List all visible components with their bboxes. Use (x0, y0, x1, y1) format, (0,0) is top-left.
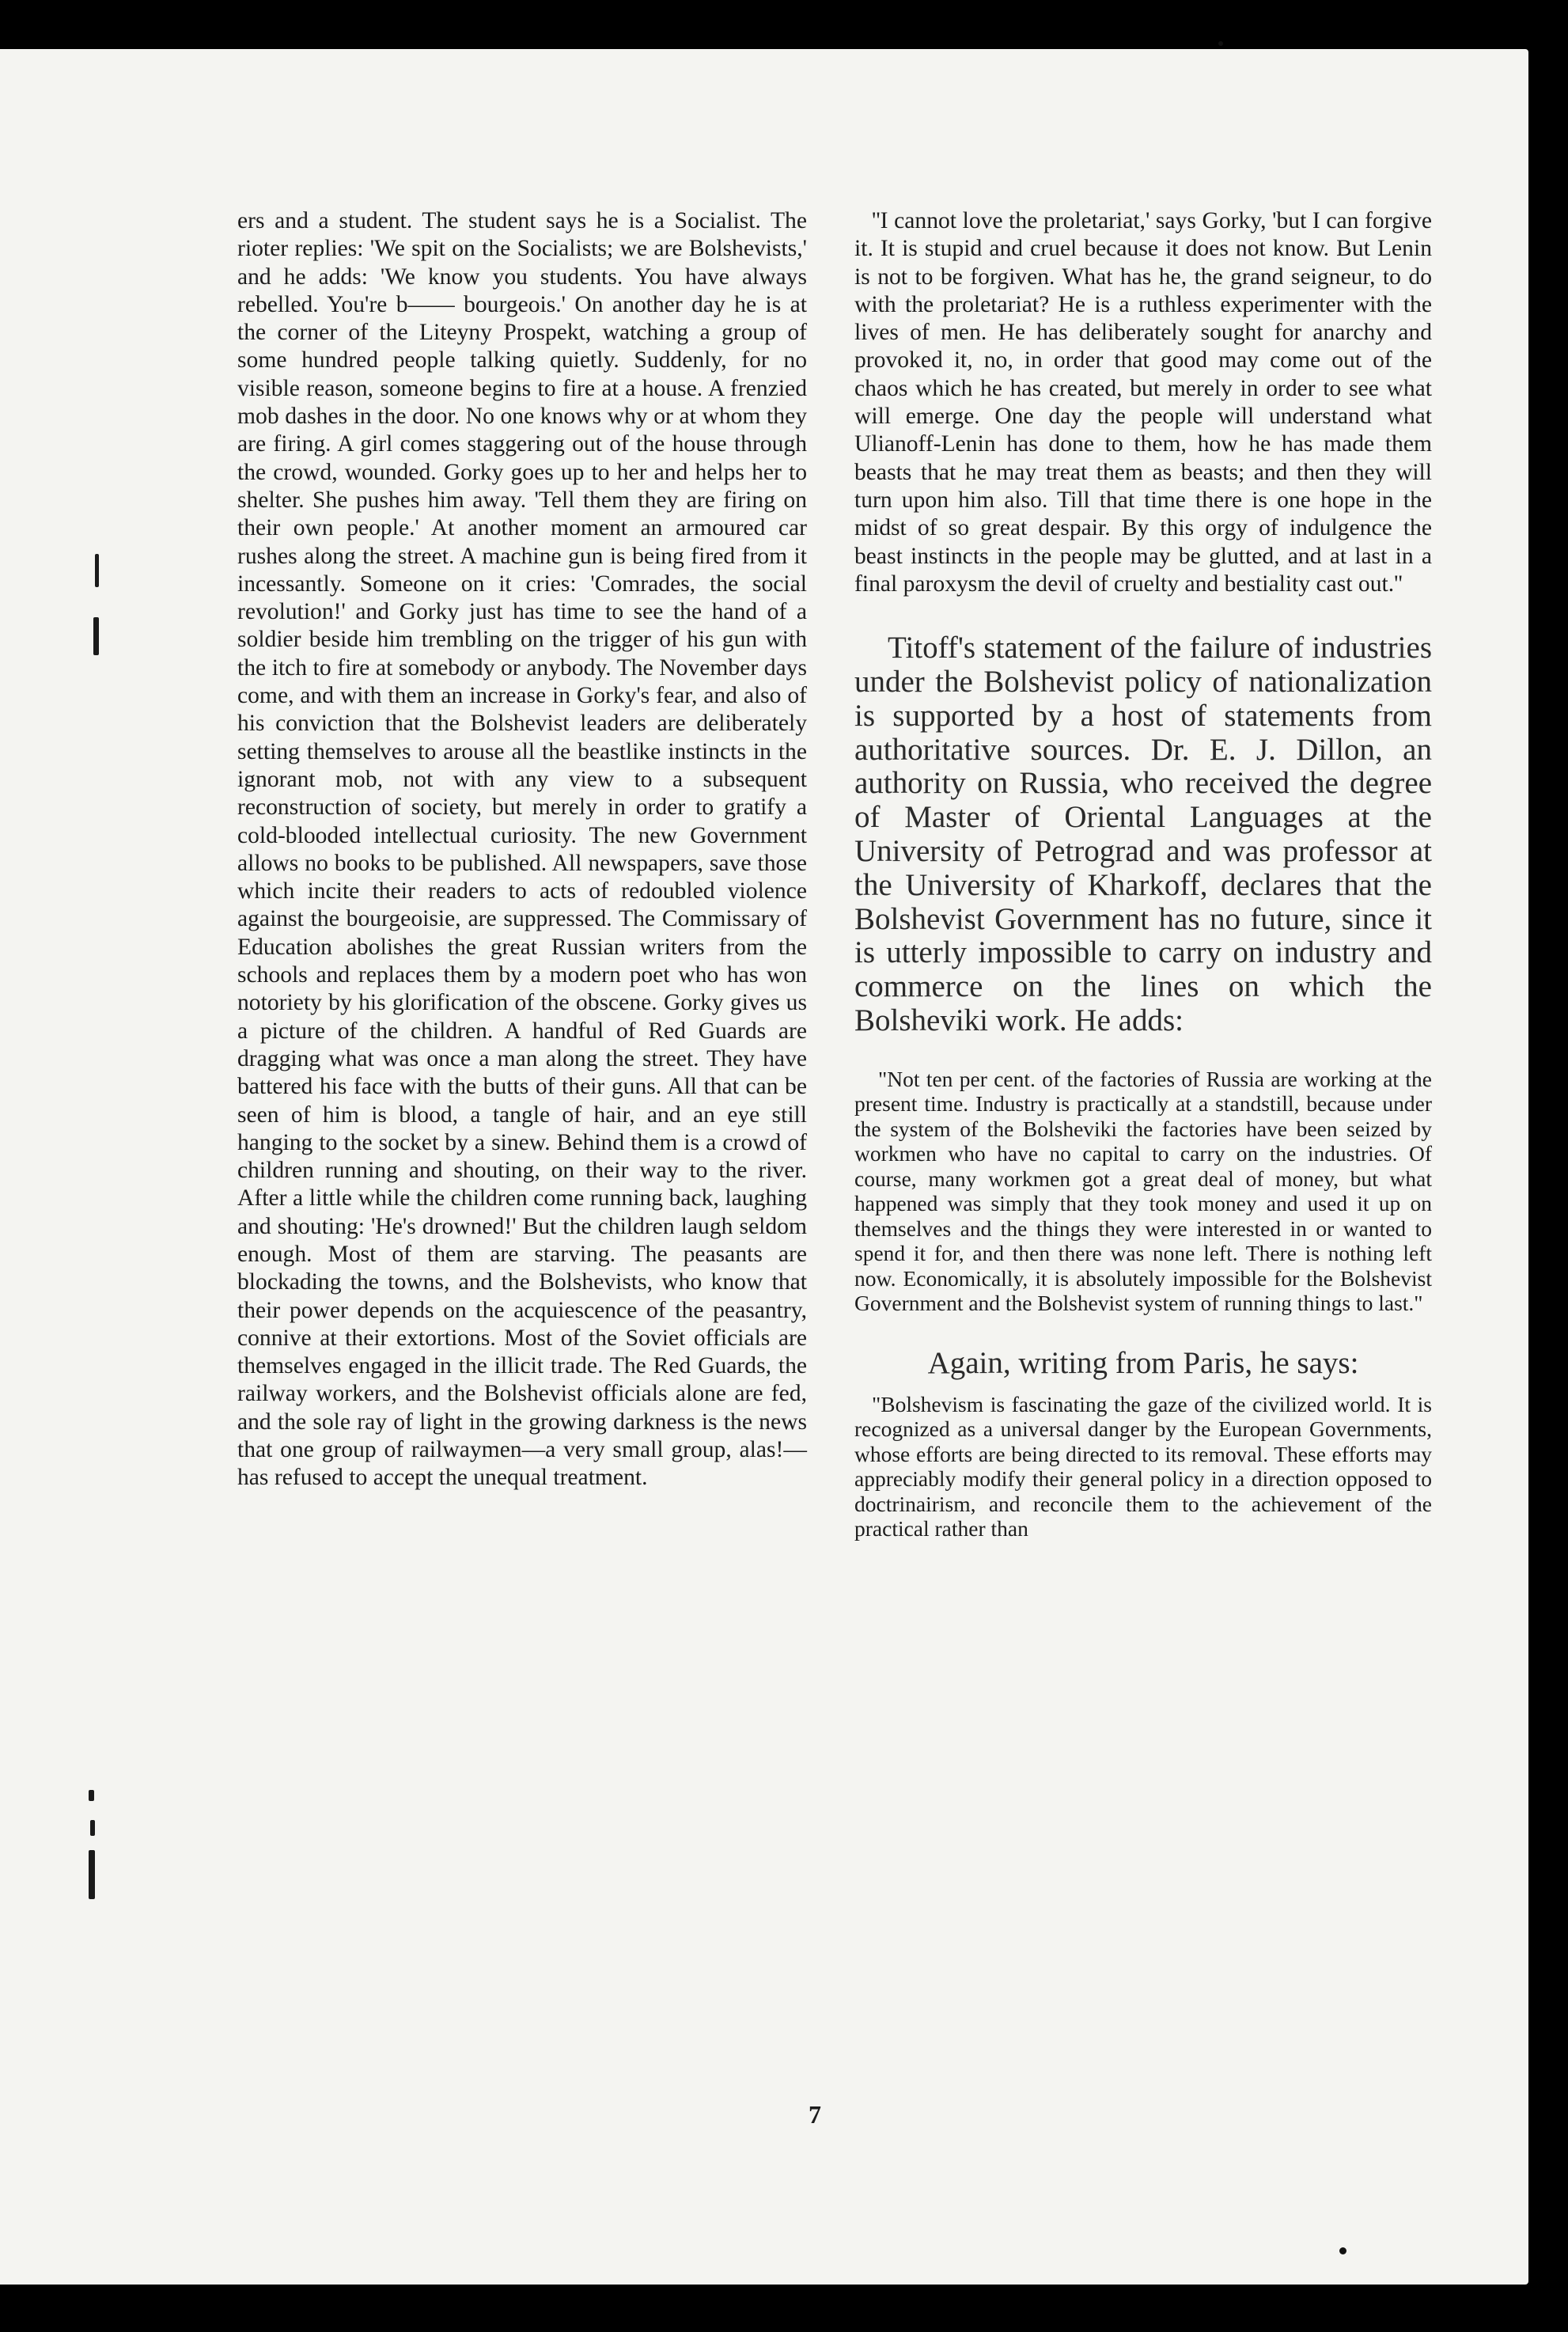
binding-mark-lower-2 (90, 1820, 95, 1836)
left-column (237, 207, 807, 1492)
binding-mark-upper-1 (95, 554, 99, 587)
titoff-paragraph: Titoff's statement of the failure of industries under the Bolshevist policy of nationalization is supported by a host of statements from authoritative sources. Dr. E. J. Dillon, an authority on Russia, who received the degree of Master of Oriental Languages at the University of Petrograd and was professor at the University of Kharkoff, declares that the Bolshevist Government has no future, since it is utterly impossible to carry on industry and commerce on the lines on which the Bolsheviki work. He adds: (854, 631, 1432, 1037)
speck-top (1218, 41, 1223, 46)
dillon-quote-factories: "Not ten per cent. of the factories of Russia are working at the present time. Industry is practically at a standstill, because under the system of the Bolsheviki the factories have been seized by workmen who have no capital to carry on the industries. Of course, many workmen got a great deal of money, but what happened was simply that they took money and used it up on themselves and the things they were interested in or wanted to spend it for, and then there was none left. There is nothing left now. Economically, it is absolutely impossible for the Bolshevist Government and the Bolshevist system of running things to last." (854, 1066, 1432, 1316)
left-column-text: ers and a student. The student says he is a Socialist. The rioter replies: 'We spit on the Socialists; we are Bolshevists,' and he adds: 'We know you students. You have always rebelled. You're b—— bourgeois.' On another day he is at the corner of the Liteyny Prospekt, watching a group of some hundred people talking quietly. Suddenly, for no visible reason, someone begins to fire at a house. A frenzied mob dashes in the door. No one knows why or at whom they are firing. A girl comes staggering out of the house through the crowd, wounded. Gorky goes up to her and helps her to shelter. She pushes him away. 'Tell them they are firing on their own people.' At another moment an armoured car rushes along the street. A machine gun is being fired from it incessantly. Someone on it cries: 'Comrades, the social revolution!' and Gorky just has time to see the hand of a soldier beside him trembling on the trigger of his gun with the itch to fire at somebody or anybody. The November days come, and with them an increase in Gorky's fear, and also of his conviction that the Bolshevist leaders are deliberately setting themselves to arouse all the beastlike instincts in the ignorant mob, not with any view to a subsequent reconstruction of society, but merely in order to gratify a cold-blooded intellectual curiosity. The new Government allows no books to be published. All newspapers, save those which incite their readers to acts of redoubled violence against the bourgeoisie, are suppressed. The Commissary of Education abolishes the great Russian writers from the schools and replaces them by a modern poet who has won notoriety by his glorification of the obscene. Gorky gives us a picture of the children. A handful of Red Guards are dragging what was once a man along the street. They have battered his face with the butts of their guns. All that can be seen of him is blood, a tangle of hair, and an eye still hanging to the socket by a sinew. Behind them is a crowd of children running and shouting, on their way to the river. After a little while the children come running back, laughing and shouting: 'He's drowned!' But the children laugh seldom enough. Most of them are starving. The peasants are blockading the towns, and the Bolshevists, who know that their power depends on the acquiescence of the peasantry, connive at their extortions. Most of the Soviet officials are themselves engaged in the illicit trade. The Red Guards, the railway workers, and the Bolshevist officials alone are fed, and the sole ray of light in the growing darkness is the news that one group of railwaymen—a very small group, alas!—has refused to accept the unequal treatment. (237, 208, 807, 1491)
binding-mark-upper-2 (93, 617, 99, 655)
page-number: 7 (809, 2100, 821, 2129)
binding-mark-lower-3 (89, 1850, 95, 1899)
right-column (854, 207, 1432, 1541)
speck-bottom (1339, 2247, 1346, 2254)
dillon-quote-bolshevism: "Bolshevism is fascinating the gaze of the civilized world. It is recognized as a universal danger by the European Governments, whose efforts are being directed to its removal. These efforts may appreciably modify their general policy in a direction opposed to doctrinairism, and reconcile them to the achievement of the practical rather than (854, 1391, 1432, 1541)
gorky-quote: ''I cannot love the proletariat,' says Gorky, 'but I can forgive it. It is stupid and cruel because it does not know. But Lenin is not to be forgiven. What has he, the grand seigneur, to do with the proletariat? He is a ruthless experimenter with the lives of men. He has deliberately sought for anarchy and provoked it, no, in order that good may come out of the chaos which he has created, but merely in order to see what will emerge. One day the people will understand what Ulianoff-Lenin has done to them, how he has made them beasts that he may treat them as beasts; and then they will turn upon him also. Till that time there is one hope in the midst of so great despair. By this orgy of indulgence the beast instincts in the people may be glutted, and at last in a final paroxysm the devil of cruelty and bestiality cast out.'' (854, 208, 1432, 597)
binding-mark-lower-1 (89, 1790, 94, 1801)
paris-intro: Again, writing from Paris, he says: (927, 1345, 1359, 1380)
